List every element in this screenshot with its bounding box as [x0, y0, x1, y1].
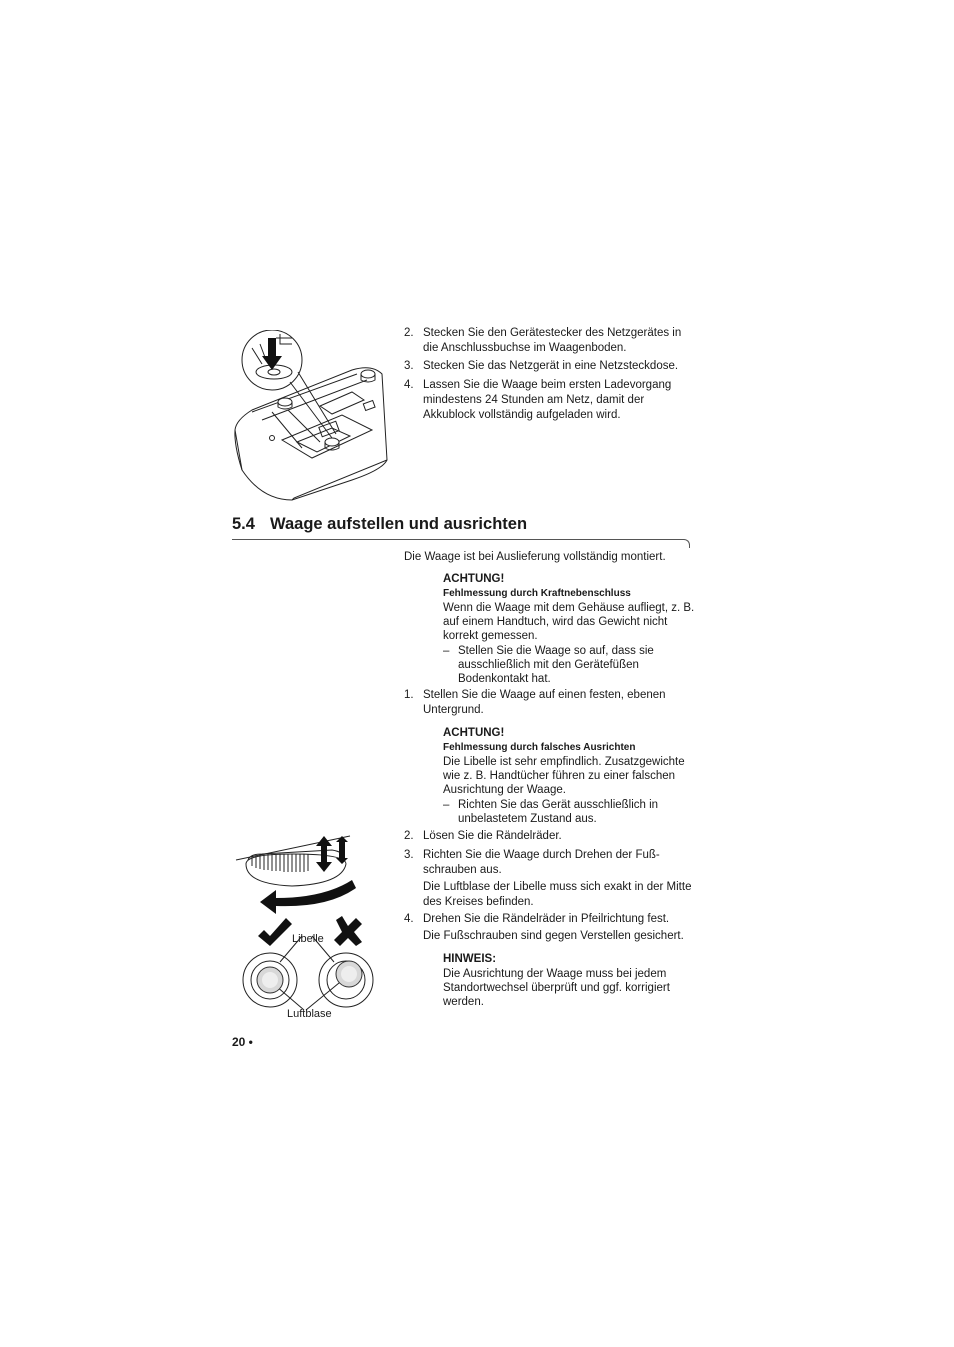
warning-body: Wenn die Waage mit dem Gehäuse aufliegt, z. B. auf einem Handtuch, wird das Gewicht nicht korrekt gemessen.	[443, 602, 695, 642]
section-title: Waage aufstellen und ausrichten	[270, 515, 528, 533]
check-icon	[258, 918, 292, 946]
warning-box	[443, 572, 695, 686]
section-heading	[232, 513, 527, 535]
list-item: 2. Lösen Sie die Rändelräder.	[404, 830, 562, 842]
knurled-wheel-illustration	[232, 832, 360, 914]
warning-box	[443, 726, 695, 826]
page-number: 20 •	[232, 1035, 253, 1049]
list-item: 3. Richten Sie die Waage durch Drehen der Fuß-schrauben aus. Die Luftblase der Libelle muss sich exakt in der Mitte des Kreises befinden.	[404, 849, 692, 908]
warning-heading: ACHTUNG!	[443, 727, 505, 739]
list-item: 4. Drehen Sie die Rändelräder in Pfeilrichtung fest. Die Fußschrauben sind gegen Verstellen gesichert.	[404, 913, 684, 942]
warning-bullet: – Richten Sie das Gerät ausschließlich in unbelastetem Zustand aus.	[443, 799, 659, 825]
list-item: 2. Stecken Sie den Gerätestecker des Netzgerätes in die Anschlussbuchse im Waagenboden.	[404, 327, 682, 354]
label-luftblase: Luftblase	[287, 1008, 332, 1020]
section-intro: Die Waage ist bei Auslieferung vollständig montiert.	[404, 551, 666, 563]
hint-box	[443, 952, 695, 1009]
warning-bullet: – Stellen Sie die Waage so auf, dass sie ausschließlich mit den Gerätefüßen Bodenkontakt hat.	[443, 645, 654, 685]
warning-subheading: Fehlmessung durch falsches Ausrichten	[443, 742, 636, 753]
hint-body: Die Ausrichtung der Waage muss bei jedem Standortwechsel überprüft und ggf. korrigiert werden.	[443, 968, 670, 1008]
warning-heading: ACHTUNG!	[443, 573, 505, 585]
list-item: 3. Stecken Sie das Netzgerät in eine Netzsteckdose.	[404, 360, 679, 372]
list-item: 4. Lassen Sie die Waage beim ersten Ladevorgang mindestens 24 Stunden am Netz, damit der Akkublock vollständig aufgeladen wird.	[404, 379, 672, 421]
warning-body: Die Libelle ist sehr empfindlich. Zusatzgewichte wie z. B. Handtücher führen zu einer falschen Ausrichtung der Waage.	[443, 756, 685, 796]
section-rule-corner	[683, 539, 690, 548]
level-illustration	[240, 916, 376, 1012]
section-number: 5.4	[232, 515, 255, 533]
warning-subheading: Fehlmessung durch Kraftnebenschluss	[443, 588, 631, 599]
list-item: 1. Stellen Sie die Waage auf einen festen, ebenen Untergrund.	[404, 689, 666, 716]
hint-heading: HINWEIS:	[443, 953, 497, 965]
label-libelle: Libelle	[292, 933, 324, 945]
cross-icon	[334, 916, 362, 946]
scale-underside-illustration	[232, 330, 392, 502]
section-rule	[232, 539, 684, 540]
